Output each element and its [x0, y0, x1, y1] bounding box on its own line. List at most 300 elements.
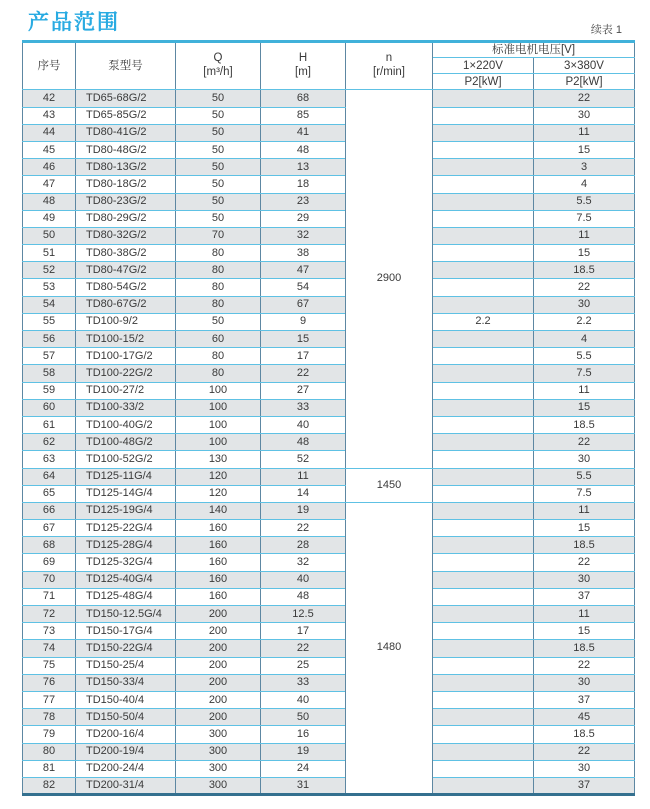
cell-p2-220: [433, 571, 534, 588]
cell-flow: 300: [176, 743, 261, 760]
cell-index: 66: [23, 502, 76, 519]
cell-flow: 50: [176, 159, 261, 176]
cell-flow: 80: [176, 296, 261, 313]
cell-flow: 140: [176, 502, 261, 519]
table-row: [23, 623, 635, 640]
cell-flow: 50: [176, 210, 261, 227]
cell-model: TD80-32G/2: [76, 227, 176, 244]
cell-speed: 1480: [346, 502, 433, 794]
cell-speed: 1450: [346, 468, 433, 502]
cell-head: 48: [261, 588, 346, 605]
cell-model: TD125-28G/4: [76, 537, 176, 554]
header-p2-380: P2[kW]: [534, 74, 635, 90]
cell-head: 47: [261, 262, 346, 279]
cell-index: 58: [23, 365, 76, 382]
cell-model: TD80-48G/2: [76, 141, 176, 158]
cell-p2-220: [433, 640, 534, 657]
cell-p2-380: 30: [534, 674, 635, 691]
cell-index: 72: [23, 606, 76, 623]
cell-flow: 70: [176, 227, 261, 244]
continued-table-label: 续表 1: [590, 24, 622, 36]
cell-index: 76: [23, 674, 76, 691]
cell-flow: 80: [176, 365, 261, 382]
header-speed-unit: [r/min]: [373, 66, 405, 79]
header-head-unit: [m]: [295, 66, 311, 79]
cell-model: TD100-33/2: [76, 399, 176, 416]
cell-head: 15: [261, 331, 346, 348]
table-row: [23, 588, 635, 605]
cell-p2-220: [433, 485, 534, 502]
cell-index: 54: [23, 296, 76, 313]
cell-model: TD125-48G/4: [76, 588, 176, 605]
cell-p2-380: 22: [534, 279, 635, 296]
cell-p2-380: 11: [534, 124, 635, 141]
cell-flow: 120: [176, 468, 261, 485]
header-voltage-220: 1×220V: [433, 58, 534, 74]
cell-flow: 50: [176, 141, 261, 158]
cell-flow: 50: [176, 90, 261, 107]
cell-p2-220: [433, 107, 534, 124]
cell-flow: 200: [176, 674, 261, 691]
cell-index: 61: [23, 416, 76, 433]
cell-index: 70: [23, 571, 76, 588]
cell-p2-380: 15: [534, 623, 635, 640]
table-row: [23, 760, 635, 777]
table-row: [23, 124, 635, 141]
cell-p2-380: 3: [534, 159, 635, 176]
cell-p2-380: 7.5: [534, 210, 635, 227]
cell-p2-380: 18.5: [534, 416, 635, 433]
cell-model: TD100-52G/2: [76, 451, 176, 468]
table-row: [23, 520, 635, 537]
cell-index: 43: [23, 107, 76, 124]
cell-head: 67: [261, 296, 346, 313]
header-index: 序号: [23, 42, 76, 90]
table-row: [23, 365, 635, 382]
cell-head: 50: [261, 709, 346, 726]
cell-flow: 200: [176, 606, 261, 623]
cell-p2-220: [433, 245, 534, 262]
cell-index: 47: [23, 176, 76, 193]
cell-p2-380: 45: [534, 709, 635, 726]
header-flow: [176, 42, 261, 90]
cell-p2-380: 5.5: [534, 193, 635, 210]
cell-flow: 160: [176, 537, 261, 554]
cell-p2-380: 7.5: [534, 485, 635, 502]
cell-p2-220: [433, 520, 534, 537]
cell-p2-380: 2.2: [534, 313, 635, 330]
cell-index: 62: [23, 434, 76, 451]
table-row: [23, 502, 635, 519]
cell-model: TD65-68G/2: [76, 90, 176, 107]
cell-model: TD100-15/2: [76, 331, 176, 348]
cell-flow: 160: [176, 554, 261, 571]
table-row: [23, 313, 635, 330]
cell-index: 81: [23, 760, 76, 777]
cell-p2-380: 22: [534, 434, 635, 451]
cell-speed: 2900: [346, 90, 433, 468]
cell-flow: 60: [176, 331, 261, 348]
table-header: [23, 42, 635, 90]
table-row: [23, 468, 635, 485]
table-row: [23, 571, 635, 588]
cell-index: 55: [23, 313, 76, 330]
cell-model: TD80-67G/2: [76, 296, 176, 313]
cell-head: 48: [261, 141, 346, 158]
table-row: [23, 107, 635, 124]
table-row: [23, 657, 635, 674]
cell-p2-380: 30: [534, 760, 635, 777]
cell-p2-380: 30: [534, 571, 635, 588]
cell-p2-220: [433, 382, 534, 399]
cell-p2-380: 18.5: [534, 537, 635, 554]
cell-head: 18: [261, 176, 346, 193]
cell-p2-380: 30: [534, 107, 635, 124]
cell-p2-220: [433, 434, 534, 451]
cell-model: TD150-12.5G/4: [76, 606, 176, 623]
cell-flow: 200: [176, 640, 261, 657]
table-row: [23, 176, 635, 193]
cell-p2-220: [433, 227, 534, 244]
cell-p2-220: [433, 760, 534, 777]
cell-p2-220: [433, 331, 534, 348]
cell-index: 44: [23, 124, 76, 141]
cell-head: 32: [261, 554, 346, 571]
cell-p2-220: [433, 159, 534, 176]
cell-flow: 200: [176, 657, 261, 674]
table-row: [23, 141, 635, 158]
cell-head: 22: [261, 365, 346, 382]
cell-index: 42: [23, 90, 76, 107]
cell-p2-220: [433, 606, 534, 623]
cell-p2-380: 15: [534, 245, 635, 262]
cell-p2-380: 18.5: [534, 726, 635, 743]
cell-p2-380: 30: [534, 296, 635, 313]
cell-head: 40: [261, 416, 346, 433]
header-speed-symbol: n: [385, 52, 393, 65]
cell-p2-220: [433, 502, 534, 519]
table-row: [23, 640, 635, 657]
cell-head: 32: [261, 227, 346, 244]
cell-p2-220: [433, 279, 534, 296]
cell-model: TD80-54G/2: [76, 279, 176, 296]
cell-index: 52: [23, 262, 76, 279]
cell-index: 56: [23, 331, 76, 348]
cell-p2-220: [433, 193, 534, 210]
cell-index: 57: [23, 348, 76, 365]
table-row: [23, 416, 635, 433]
cell-p2-220: [433, 623, 534, 640]
cell-p2-380: 15: [534, 520, 635, 537]
cell-model: TD80-29G/2: [76, 210, 176, 227]
cell-head: 25: [261, 657, 346, 674]
cell-flow: 120: [176, 485, 261, 502]
table-row: [23, 227, 635, 244]
cell-index: 45: [23, 141, 76, 158]
cell-model: TD100-27/2: [76, 382, 176, 399]
cell-p2-380: 11: [534, 227, 635, 244]
cell-head: 22: [261, 640, 346, 657]
cell-head: 11: [261, 468, 346, 485]
table-row: [23, 90, 635, 107]
cell-model: TD100-9/2: [76, 313, 176, 330]
cell-model: TD200-31/4: [76, 777, 176, 794]
cell-model: TD125-40G/4: [76, 571, 176, 588]
cell-head: 54: [261, 279, 346, 296]
cell-p2-380: 18.5: [534, 640, 635, 657]
cell-flow: 50: [176, 176, 261, 193]
cell-index: 49: [23, 210, 76, 227]
cell-p2-380: 15: [534, 399, 635, 416]
table-row: [23, 382, 635, 399]
header-flow-unit: [m³/h]: [203, 66, 233, 79]
cell-index: 63: [23, 451, 76, 468]
cell-p2-220: [433, 416, 534, 433]
cell-head: 68: [261, 90, 346, 107]
cell-head: 33: [261, 674, 346, 691]
cell-flow: 300: [176, 760, 261, 777]
header-flow-symbol: Q: [213, 52, 223, 65]
cell-model: TD150-17G/4: [76, 623, 176, 640]
cell-index: 71: [23, 588, 76, 605]
cell-index: 67: [23, 520, 76, 537]
cell-model: TD100-22G/2: [76, 365, 176, 382]
cell-index: 73: [23, 623, 76, 640]
cell-p2-220: [433, 90, 534, 107]
cell-p2-380: 37: [534, 691, 635, 708]
cell-flow: 160: [176, 588, 261, 605]
cell-p2-380: 37: [534, 777, 635, 794]
cell-head: 27: [261, 382, 346, 399]
cell-p2-220: [433, 743, 534, 760]
cell-index: 80: [23, 743, 76, 760]
cell-model: TD125-19G/4: [76, 502, 176, 519]
cell-head: 17: [261, 348, 346, 365]
cell-flow: 160: [176, 571, 261, 588]
cell-head: 13: [261, 159, 346, 176]
cell-model: TD200-16/4: [76, 726, 176, 743]
cell-index: 69: [23, 554, 76, 571]
cell-index: 53: [23, 279, 76, 296]
cell-model: TD125-22G/4: [76, 520, 176, 537]
cell-flow: 160: [176, 520, 261, 537]
cell-p2-220: [433, 124, 534, 141]
cell-head: 38: [261, 245, 346, 262]
cell-p2-220: [433, 348, 534, 365]
cell-model: TD80-18G/2: [76, 176, 176, 193]
cell-p2-220: [433, 657, 534, 674]
table-row: [23, 709, 635, 726]
cell-model: TD200-19/4: [76, 743, 176, 760]
cell-head: 17: [261, 623, 346, 640]
header-head: [261, 42, 346, 90]
table-row: [23, 537, 635, 554]
cell-p2-380: 22: [534, 90, 635, 107]
cell-model: TD150-40/4: [76, 691, 176, 708]
header-p2-220: P2[kW]: [433, 74, 534, 90]
cell-flow: 100: [176, 434, 261, 451]
table-row: [23, 451, 635, 468]
cell-flow: 80: [176, 348, 261, 365]
cell-head: 85: [261, 107, 346, 124]
cell-model: TD80-47G/2: [76, 262, 176, 279]
cell-p2-380: 22: [534, 743, 635, 760]
cell-head: 33: [261, 399, 346, 416]
header-model: 泵型号: [76, 42, 176, 90]
table-row: [23, 245, 635, 262]
cell-model: TD125-14G/4: [76, 485, 176, 502]
cell-p2-380: 22: [534, 554, 635, 571]
cell-head: 19: [261, 502, 346, 519]
cell-p2-220: [433, 262, 534, 279]
cell-p2-380: 7.5: [534, 365, 635, 382]
cell-p2-220: [433, 537, 534, 554]
cell-head: 52: [261, 451, 346, 468]
cell-index: 48: [23, 193, 76, 210]
cell-head: 22: [261, 520, 346, 537]
cell-head: 14: [261, 485, 346, 502]
cell-p2-220: [433, 296, 534, 313]
cell-p2-380: 5.5: [534, 348, 635, 365]
cell-head: 31: [261, 777, 346, 794]
header-speed: [346, 42, 433, 90]
header-voltage-group: 标准电机电压[V]: [433, 42, 635, 58]
table-row: [23, 691, 635, 708]
cell-p2-380: 11: [534, 382, 635, 399]
table-row: [23, 554, 635, 571]
cell-flow: 50: [176, 313, 261, 330]
cell-p2-380: 18.5: [534, 262, 635, 279]
cell-index: 51: [23, 245, 76, 262]
cell-flow: 300: [176, 726, 261, 743]
cell-head: 19: [261, 743, 346, 760]
cell-flow: 100: [176, 399, 261, 416]
table-row: [23, 777, 635, 794]
cell-index: 78: [23, 709, 76, 726]
cell-p2-380: 37: [534, 588, 635, 605]
cell-head: 28: [261, 537, 346, 554]
cell-p2-220: [433, 674, 534, 691]
cell-head: 41: [261, 124, 346, 141]
cell-p2-220: [433, 588, 534, 605]
cell-p2-380: 30: [534, 451, 635, 468]
cell-flow: 100: [176, 382, 261, 399]
product-range-table: [22, 40, 635, 796]
cell-model: TD100-17G/2: [76, 348, 176, 365]
table-row: [23, 485, 635, 502]
cell-index: 65: [23, 485, 76, 502]
cell-flow: 200: [176, 709, 261, 726]
cell-head: 9: [261, 313, 346, 330]
cell-model: TD125-32G/4: [76, 554, 176, 571]
cell-p2-220: [433, 141, 534, 158]
cell-index: 64: [23, 468, 76, 485]
cell-head: 23: [261, 193, 346, 210]
table-row: [23, 262, 635, 279]
table-row: [23, 726, 635, 743]
cell-p2-220: [433, 365, 534, 382]
cell-index: 46: [23, 159, 76, 176]
cell-p2-220: 2.2: [433, 313, 534, 330]
cell-flow: 200: [176, 623, 261, 640]
cell-model: TD150-22G/4: [76, 640, 176, 657]
table-row: [23, 399, 635, 416]
cell-index: 50: [23, 227, 76, 244]
cell-head: 40: [261, 571, 346, 588]
table-row: [23, 674, 635, 691]
table-row: [23, 434, 635, 451]
cell-flow: 130: [176, 451, 261, 468]
cell-index: 60: [23, 399, 76, 416]
cell-head: 12.5: [261, 606, 346, 623]
cell-p2-220: [433, 468, 534, 485]
cell-p2-220: [433, 176, 534, 193]
cell-model: TD150-33/4: [76, 674, 176, 691]
header-voltage-380: 3×380V: [534, 58, 635, 74]
cell-flow: 80: [176, 262, 261, 279]
cell-head: 40: [261, 691, 346, 708]
cell-p2-220: [433, 709, 534, 726]
cell-model: TD100-48G/2: [76, 434, 176, 451]
table-row: [23, 193, 635, 210]
cell-p2-380: 5.5: [534, 468, 635, 485]
cell-model: TD80-41G/2: [76, 124, 176, 141]
table-row: [23, 606, 635, 623]
table-row: [23, 210, 635, 227]
cell-model: TD150-25/4: [76, 657, 176, 674]
cell-model: TD125-11G/4: [76, 468, 176, 485]
cell-flow: 300: [176, 777, 261, 794]
table-row: [23, 348, 635, 365]
cell-flow: 100: [176, 416, 261, 433]
cell-model: TD200-24/4: [76, 760, 176, 777]
cell-flow: 80: [176, 279, 261, 296]
cell-p2-220: [433, 451, 534, 468]
cell-p2-380: 11: [534, 606, 635, 623]
cell-head: 48: [261, 434, 346, 451]
cell-p2-380: 4: [534, 331, 635, 348]
cell-head: 16: [261, 726, 346, 743]
cell-head: 29: [261, 210, 346, 227]
cell-p2-220: [433, 726, 534, 743]
cell-flow: 200: [176, 691, 261, 708]
cell-index: 82: [23, 777, 76, 794]
cell-p2-220: [433, 399, 534, 416]
table-row: [23, 296, 635, 313]
cell-model: TD80-13G/2: [76, 159, 176, 176]
cell-model: TD150-50/4: [76, 709, 176, 726]
cell-p2-380: 11: [534, 502, 635, 519]
cell-flow: 80: [176, 245, 261, 262]
cell-model: TD80-38G/2: [76, 245, 176, 262]
cell-index: 74: [23, 640, 76, 657]
cell-index: 59: [23, 382, 76, 399]
table-row: [23, 331, 635, 348]
cell-head: 24: [261, 760, 346, 777]
cell-flow: 50: [176, 124, 261, 141]
cell-model: TD65-85G/2: [76, 107, 176, 124]
cell-p2-220: [433, 691, 534, 708]
cell-p2-220: [433, 554, 534, 571]
cell-index: 75: [23, 657, 76, 674]
cell-p2-380: 15: [534, 141, 635, 158]
table-body: [23, 90, 635, 795]
cell-flow: 50: [176, 193, 261, 210]
cell-p2-380: 22: [534, 657, 635, 674]
header-head-symbol: H: [298, 52, 308, 65]
cell-flow: 50: [176, 107, 261, 124]
table-row: [23, 279, 635, 296]
